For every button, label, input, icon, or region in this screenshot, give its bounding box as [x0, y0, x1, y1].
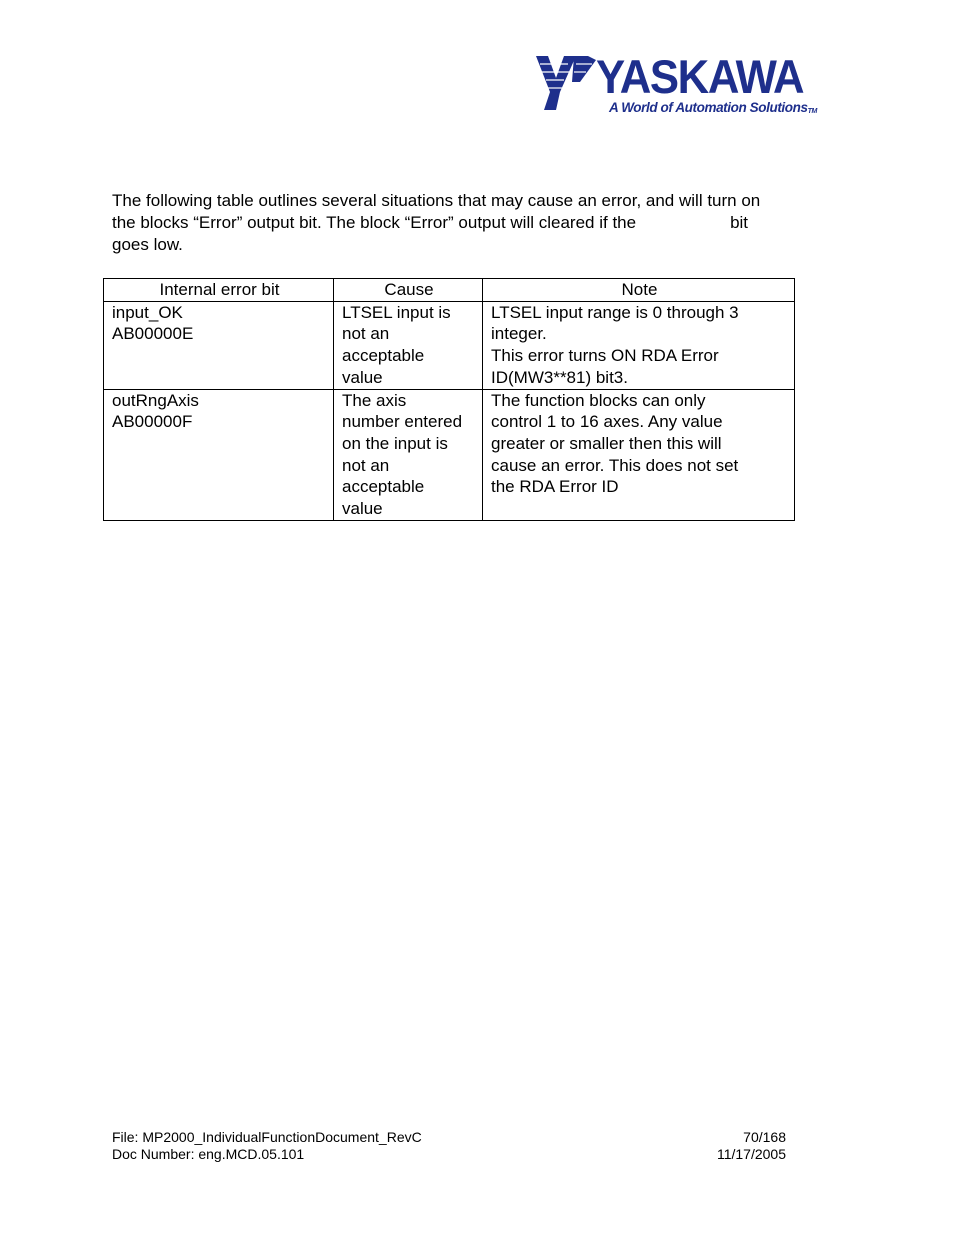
error-bit-cell: input_OK AB00000E: [104, 301, 334, 389]
table-header-row: [104, 279, 795, 302]
footer-doc-number: Doc Number: eng.MCD.05.101: [112, 1146, 305, 1162]
column-header-cause: Cause: [334, 279, 483, 302]
intro-line: the blocks “Error” output bit. The block “Error” output will cleared if the bit: [112, 213, 749, 232]
note-cell: LTSEL input range is 0 through 3 integer. This error turns ON RDA Error ID(MW3**81) bit3.: [483, 301, 795, 389]
table-row: [104, 389, 795, 520]
column-header-bit: Internal error bit: [104, 279, 334, 302]
error-bit-cell: outRngAxis AB00000F: [104, 389, 334, 520]
footer-page-number: 70/168: [743, 1129, 786, 1145]
logo-tagline: A World of Automation Solutions™: [609, 100, 817, 115]
yaskawa-swoosh-icon: [534, 52, 598, 112]
cause-cell: LTSEL input is not an acceptable value: [334, 301, 483, 389]
column-header-note: Note: [483, 279, 795, 302]
note-cell: The function blocks can only control 1 to 16 axes. Any value greater or smaller then this will cause an error. This does not set the RDA Error ID: [483, 389, 795, 520]
error-table: [103, 278, 795, 521]
intro-line: The following table outlines several situations that may cause an error, and will turn on: [112, 191, 761, 210]
footer-file: File: MP2000_IndividualFunctionDocument_RevC: [112, 1129, 422, 1145]
logo-wordmark: YASKAWA: [596, 50, 804, 103]
table-row: [104, 301, 795, 389]
yaskawa-logo: [534, 52, 824, 114]
page-footer: [112, 1129, 786, 1163]
trademark-symbol: TM: [807, 108, 817, 115]
intro-paragraph: [112, 190, 842, 256]
intro-line: goes low.: [112, 235, 183, 254]
footer-date: 11/17/2005: [716, 1146, 786, 1162]
cause-cell: The axis number entered on the input is not an acceptable value: [334, 389, 483, 520]
